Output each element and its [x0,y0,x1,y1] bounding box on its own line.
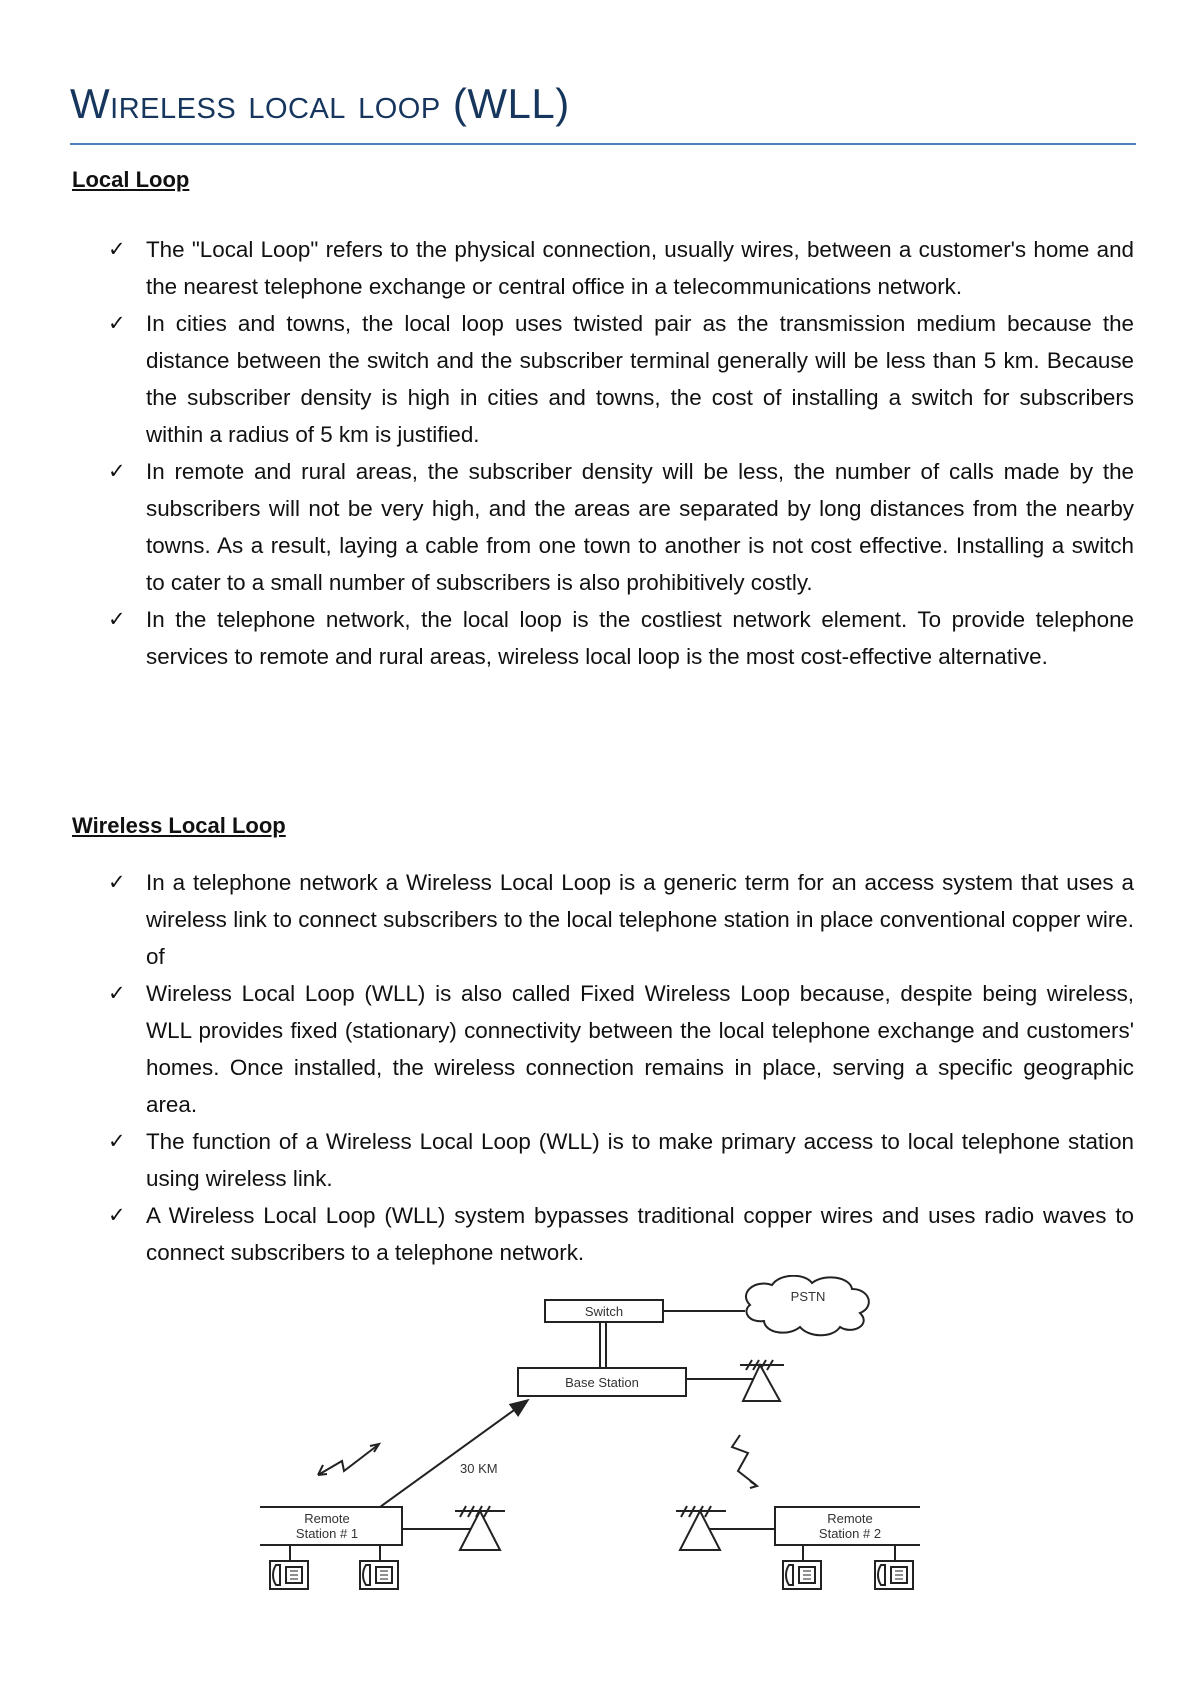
local-loop-list [106,231,1134,675]
base-antenna-icon [740,1360,784,1401]
radio-link-right-icon [732,1435,756,1485]
section-heading-wireless-local-loop: Wireless Local Loop [72,813,286,838]
pstn-label: PSTN [790,1289,826,1304]
pstn-cloud [746,1276,869,1336]
telephone-icon [783,1561,821,1589]
list-item-text: A Wireless Local Loop (WLL) system bypasses traditional copper wires and uses radio waves to connect subscribers to a telephone network. [146,1203,1134,1265]
title-underline [70,143,1136,145]
remote2-label-line2: Station # 2 [818,1526,882,1541]
check-icon: ✓ [108,459,126,483]
check-icon: ✓ [108,981,126,1005]
section-heading-local-loop: Local Loop [72,167,190,192]
check-icon: ✓ [108,311,126,335]
remote1-label-line1: Remote [304,1511,350,1526]
telephone-icon [875,1561,913,1589]
list-item-text: The function of a Wireless Local Loop (WLL) is to make primary access to local telephone station using wireless link. [146,1129,1134,1191]
wireless-local-loop-list [106,864,1134,1271]
check-icon: ✓ [108,870,126,894]
list-item-text: In remote and rural areas, the subscriber density will be less, the number of calls made by the subscribers will not be very high, and the areas are separated by long distances from the nearby towns. As a result, laying a cable from one town to another is not cost effective. Installing a switch to cater to a small number of subscribers is also prohibitively costly. [146,459,1134,595]
distance-label: 30 KM [460,1461,498,1476]
telephone-icon [360,1561,398,1589]
page-title [70,80,570,128]
list-item-text: In a telephone network a Wireless Local Loop is a generic term for an access system that uses a wireless link to connect subscribers to the local telephone station in place conventional copper wire. of [146,870,1134,969]
check-icon: ✓ [108,607,126,631]
list-item-text: Wireless Local Loop (WLL) is also called Fixed Wireless Loop because, despite being wireless, WLL provides fixed (stationary) connectivity between the local telephone exchange and customers' homes. Once installed, the wireless connection remains in place, serving a specific geographic area. [146,981,1134,1117]
check-icon: ✓ [108,1203,126,1227]
title-initial: W [70,80,111,127]
check-icon: ✓ [108,1129,126,1153]
list-item [106,231,1134,305]
list-item [106,305,1134,453]
title-rest: ireless local loop (WLL) [110,80,570,127]
radio-link-left-icon [318,1445,378,1475]
list-item [106,1197,1134,1271]
telephone-icon [270,1561,308,1589]
distance-link [380,1400,528,1507]
list-item-text: In cities and towns, the local loop uses twisted pair as the transmission medium because the distance between the switch and the subscriber terminal generally will be less than 5 km. Because the subscriber density is high in cities and towns, the cost of installing a switch for subscribers within a radius of 5 km is justified. [146,311,1134,447]
list-item [106,601,1134,675]
switch-label: Switch [584,1304,624,1319]
list-item [106,453,1134,601]
wll-diagram-svg [260,1275,920,1630]
base-station-label: Base Station [565,1375,639,1390]
list-item-text: In the telephone network, the local loop is the costliest network element. To provide telephone services to remote and rural areas, wireless local loop is the most cost-effective alternative. [146,607,1134,669]
check-icon: ✓ [108,237,126,261]
remote1-label-line2: Station # 1 [295,1526,359,1541]
list-item [106,864,1134,975]
list-item-text: The "Local Loop" refers to the physical connection, usually wires, between a customer's home and the nearest telephone exchange or central office in a telecommunications network. [146,237,1134,299]
remote2-label-line1: Remote [827,1511,873,1526]
list-item [106,1123,1134,1197]
list-item [106,975,1134,1123]
wll-network-diagram [260,1275,920,1630]
